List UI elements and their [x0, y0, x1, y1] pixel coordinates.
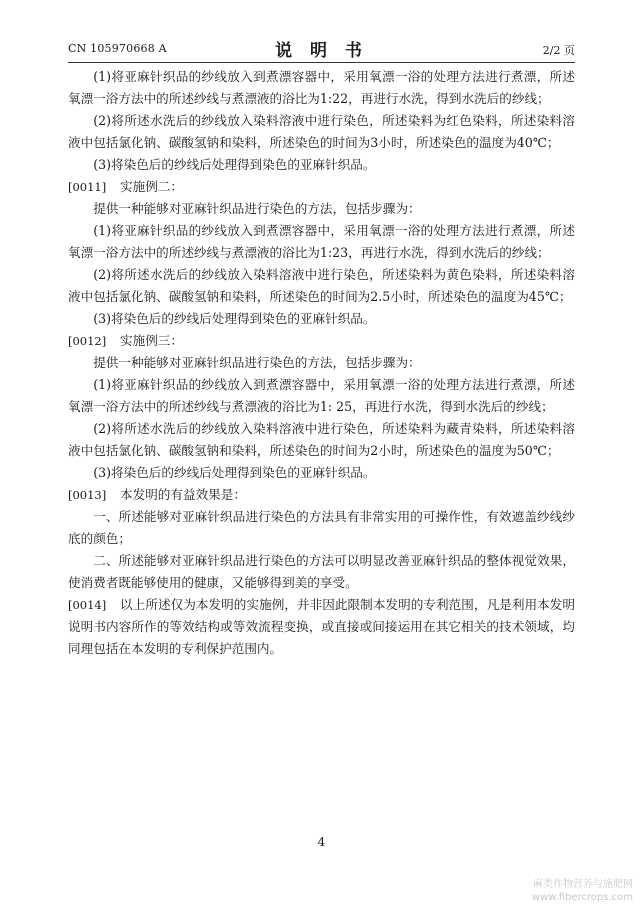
paragraph-number: [0012] — [68, 334, 107, 348]
watermark — [532, 878, 633, 904]
body-paragraph: (3)将染色后的纱线后处理得到染色的亚麻针织品。 — [93, 311, 376, 326]
patent-number: CN 105970668 A — [68, 42, 167, 55]
body-paragraph: (1)将亚麻针织品的纱线放入到煮漂容器中，采用氧漂一浴的处理方法进行煮漂，所述氧漂一浴方法中的所述纱线与煮漂液的浴比为1:22，再进行水洗，得到水洗后的纱线； — [68, 69, 575, 106]
document-body — [68, 66, 575, 660]
body-paragraph: 一、所述能够对亚麻针织品进行染色的方法具有非常实用的可操作性，有效遮盖纱线纱底的颜色； — [68, 509, 575, 546]
body-paragraph: (2)将所述水洗后的纱线放入染料溶液中进行染色，所述染料为藏青染料，所述染料溶液中包括氯化钠、碳酸氢钠和染料，所述染色的时间为2小时，所述染色的温度为50℃； — [68, 421, 575, 458]
body-paragraph: (3)将染色后的纱线后处理得到染色的亚麻针织品。 — [93, 465, 376, 480]
paragraph-number: [0013] — [68, 488, 107, 502]
header-divider — [68, 62, 575, 63]
section-paragraph — [68, 330, 575, 352]
page-number: 4 — [317, 835, 326, 849]
section-paragraph — [68, 484, 575, 506]
paragraph-number: [0014] — [68, 598, 107, 612]
paragraph-text: 实施例三： — [120, 333, 183, 348]
page-header — [68, 36, 575, 61]
body-paragraph: 提供一种能够对亚麻针织品进行染色的方法，包括步骤为： — [93, 355, 421, 370]
section-paragraph — [68, 594, 575, 660]
body-paragraph: 二、所述能够对亚麻针织品进行染色的方法可以明显改善亚麻针织品的整体视觉效果，使消费者既能够使用的健康，又能够得到美的享受。 — [68, 553, 575, 590]
body-paragraph: (3)将染色后的纱线后处理得到染色的亚麻针织品。 — [93, 157, 376, 172]
body-paragraph: 提供一种能够对亚麻针织品进行染色的方法，包括步骤为： — [93, 201, 421, 216]
paragraph-text: 以上所述仅为本发明的实施例，并非因此限制本发明的专利范围，凡是利用本发明说明书内容所作的等效结构或等效流程变换，或直接或间接运用在其它相关的技术领域，均同理包括在本发明的专利保护范围内。 — [68, 597, 575, 656]
watermark-line-1: 麻类作物营养与施肥网 — [533, 879, 633, 890]
body-paragraph: (2)将所述水洗后的纱线放入染料溶液中进行染色，所述染料为黄色染料，所述染料溶液中包括氯化钠、碳酸氢钠和染料，所述染色的时间为2.5小时，所述染色的温度为45℃； — [68, 267, 575, 304]
section-paragraph — [68, 176, 575, 198]
body-paragraph: (1)将亚麻针织品的纱线放入到煮漂容器中，采用氧漂一浴的处理方法进行煮漂，所述氧漂一浴方法中的所述纱线与煮漂液的浴比为1: 25，再进行水洗，得到水洗后的纱线； — [68, 377, 575, 414]
paragraph-number: [0011] — [68, 180, 107, 194]
page-indicator: 2/2 页 — [542, 44, 575, 57]
paragraph-text: 实施例二： — [120, 179, 183, 194]
body-paragraph: (2)将所述水洗后的纱线放入染料溶液中进行染色，所述染料为红色染料，所述染料溶液中包括氯化钠、碳酸氢钠和染料，所述染色的时间为3小时，所述染色的温度为40℃； — [68, 113, 575, 150]
watermark-line-2: www.fibercrops.com — [531, 892, 633, 903]
document-title: 说 明 书 — [275, 41, 368, 61]
paragraph-text: 本发明的有益效果是： — [120, 487, 246, 502]
body-paragraph: (1)将亚麻针织品的纱线放入到煮漂容器中，采用氧漂一浴的处理方法进行煮漂，所述氧漂一浴方法中的所述纱线与煮漂液的浴比为1:23，再进行水洗，得到水洗后的纱线； — [68, 223, 575, 260]
